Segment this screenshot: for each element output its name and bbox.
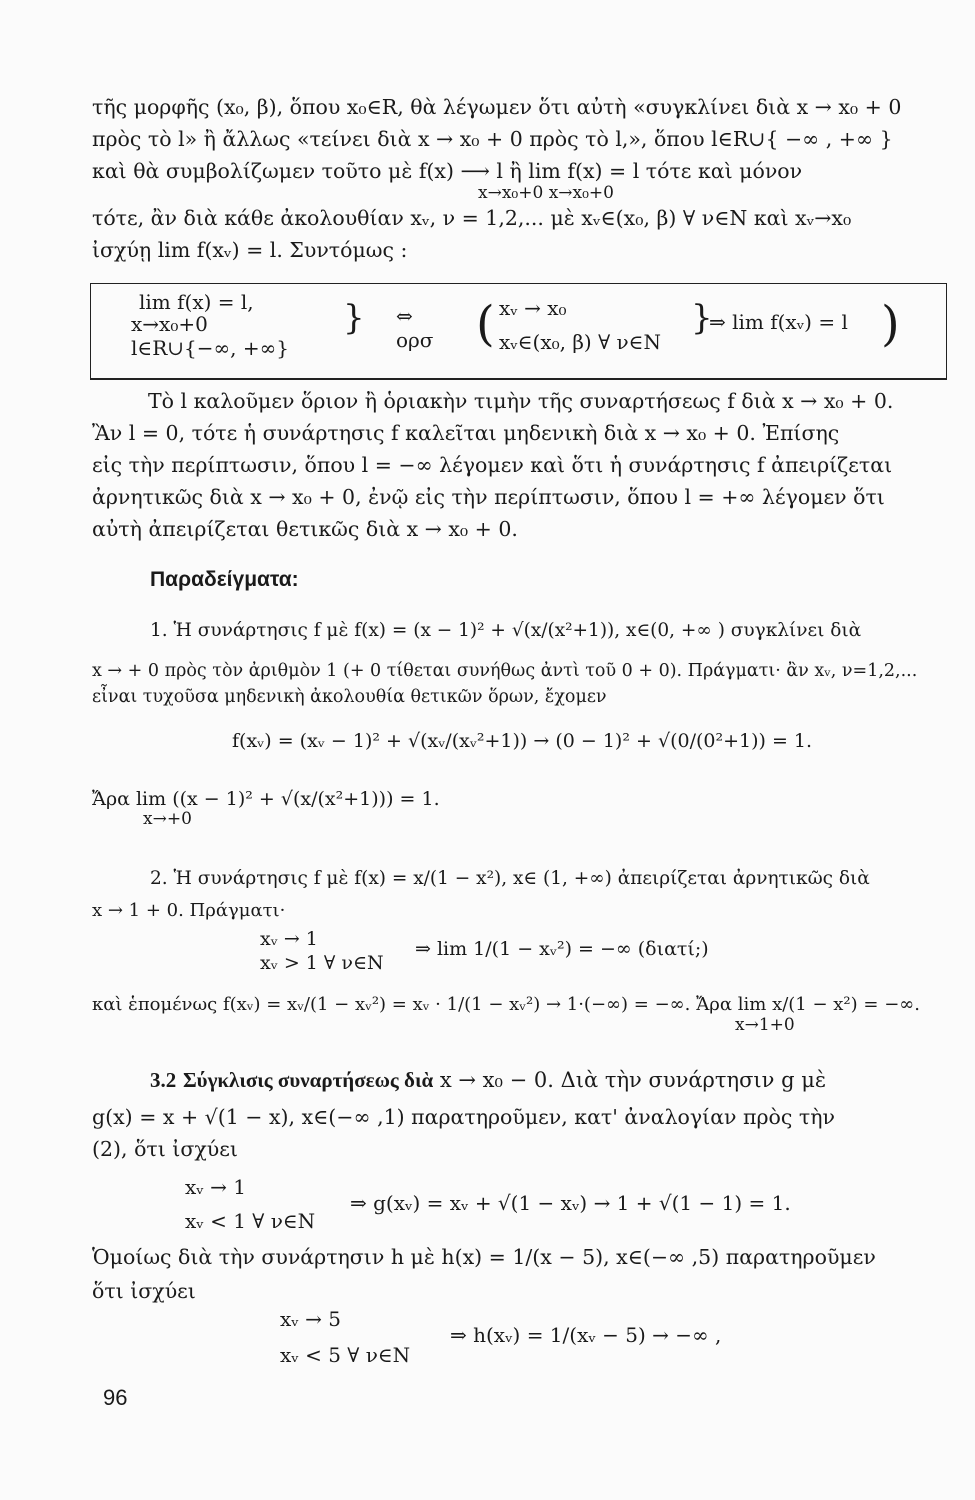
- g-result: ⇒ g(xᵥ) = xᵥ + √(1 − xᵥ) → 1 + √(1 − 1) = 1.: [350, 1191, 791, 1215]
- examples-heading: Παραδείγματα:: [150, 568, 299, 591]
- section-heading: [150, 1068, 826, 1093]
- box-or-sub: ορσ: [396, 328, 434, 352]
- definition-box: [90, 283, 947, 380]
- text-line: τῆς μορφῆς (x₀, β), ὅπου x₀∈R, θὰ λέγωμεν ὅτι αὐτὴ «συγκλίνει διὰ x → x₀ + 0: [92, 95, 902, 119]
- example1-conclusion: Ἄρα lim ((x − 1)² + √(x/(x²+1))) = 1.: [92, 788, 440, 810]
- example2-cond1: xᵥ → 1: [260, 928, 318, 950]
- text-line: καὶ θὰ συμβολίζωμεν τοῦτο μὲ f(x) ⟶ l ἢ lim f(x) = l τότε καὶ μόνον: [92, 159, 803, 183]
- box-domain: l∈R∪{−∞, +∞}: [131, 336, 290, 360]
- text-line: τότε, ἂν διὰ κάθε ἀκολουθίαν xᵥ, ν = 1,2,... μὲ xᵥ∈(x₀, β) ∀ ν∈N καὶ xᵥ→x₀: [92, 206, 852, 230]
- example1-line: εἶναι τυχοῦσα μηδενικὴ ἀκολουθία θετικῶν ὅρων, ἔχομεν: [92, 687, 607, 707]
- box-cond2: xᵥ∈(x₀, β) ∀ ν∈N: [499, 330, 661, 354]
- text-line: ἀρνητικῶς διὰ x → x₀ + 0, ἐνῷ εἰς τὴν περίπτωσιν, ὅπου l = +∞ λέγομεν ὅτι: [92, 485, 885, 509]
- text-line: g(x) = x + √(1 − x), x∈(−∞ ,1) παρατηροῦμεν, κατ' ἀναλογίαν πρὸς τὴν: [92, 1105, 835, 1129]
- example1-conclusion-sub: x→+0: [143, 809, 192, 829]
- text-line: Ὁμοίως διὰ τὴν συνάρτησιν h μὲ h(x) = 1/(x − 5), x∈(−∞ ,5) παρατηροῦμεν: [92, 1245, 876, 1269]
- example2-line: 2. Ἡ συνάρτησις f μὲ f(x) = x/(1 − x²), x∈ (1, +∞) ἀπειρίζεται ἀρνητικῶς διὰ: [150, 868, 870, 889]
- example2-final: καὶ ἑπομένως f(xᵥ) = xᵥ/(1 − xᵥ²) = xᵥ · 1/(1 − xᵥ²) → 1·(−∞) = −∞. Ἄρα lim x/(1 − x²) = −∞.: [92, 994, 920, 1015]
- text-line: ἰσχύῃ lim f(xᵥ) = l. Συντόμως :: [92, 238, 408, 262]
- box-cond1: xᵥ → x₀: [499, 296, 567, 320]
- left-brace: }: [343, 298, 365, 338]
- text-line: πρὸς τὸ l» ἢ ἄλλως «τείνει διὰ x → x₀ + 0 πρὸς τὸ l,», ὅπου l∈R∪{ −∞ , +∞ }: [92, 127, 893, 151]
- section-heading-rest: x → x₀ − 0. Διὰ τὴν συνάρτησιν g μὲ: [439, 1068, 827, 1092]
- text-line: ὅτι ἰσχύει: [92, 1279, 196, 1303]
- g-cond1: xᵥ → 1: [185, 1175, 246, 1199]
- example2-line: x → 1 + 0. Πράγματι·: [92, 900, 286, 921]
- text-line: αὐτὴ ἀπειρίζεται θετικῶς διὰ x → x₀ + 0.: [92, 517, 518, 541]
- example1-equation: f(xᵥ) = (xᵥ − 1)² + √(xᵥ/(xᵥ²+1)) → (0 − 1)² + √(0/(0²+1)) = 1.: [232, 730, 813, 752]
- example1-line: 1. Ἡ συνάρτησις f μὲ f(x) = (x − 1)² + √(x/(x²+1)), x∈(0, +∞ ) συγκλίνει διὰ: [150, 620, 862, 641]
- text-line: Ἂν l = 0, τότε ἡ συνάρτησις f καλεῖται μηδενικὴ διὰ x → x₀ + 0. Ἐπίσης: [92, 421, 840, 445]
- close-paren: ): [881, 296, 900, 352]
- h-result: ⇒ h(xᵥ) = 1/(xᵥ − 5) → −∞ ,: [450, 1323, 722, 1347]
- cond-brace: }: [691, 298, 713, 338]
- example2-final-sub: x→1+0: [735, 1015, 795, 1035]
- text-line: εἰς τὴν περίπτωσιν, ὅπου l = −∞ λέγομεν καὶ ὅτι ἡ συνάρτησις f ἀπειρίζεται: [92, 453, 893, 477]
- h-cond2: xᵥ < 5 ∀ ν∈N: [280, 1343, 411, 1367]
- text-line: Τὸ l καλοῦμεν ὅριον ἢ ὁριακὴν τιμὴν τῆς συναρτήσεως f διὰ x → x₀ + 0.: [148, 389, 894, 413]
- section-title: Σύγκλισις συναρτήσεως διὰ: [182, 1068, 434, 1092]
- g-cond2: xᵥ < 1 ∀ ν∈N: [185, 1209, 316, 1233]
- page-number: 96: [103, 1385, 128, 1410]
- text-line: (2), ὅτι ἰσχύει: [92, 1137, 238, 1161]
- example2-cond2: xᵥ > 1 ∀ ν∈N: [260, 952, 384, 974]
- section-number: 3.2: [150, 1068, 177, 1092]
- box-limit-sub: x→x₀+0: [131, 312, 208, 336]
- limit-subscript: x→x₀+0 x→x₀+0: [478, 183, 614, 203]
- box-result: ⇒ lim f(xᵥ) = l: [709, 310, 848, 334]
- h-cond1: xᵥ → 5: [280, 1307, 341, 1331]
- example1-line: x → + 0 πρὸς τὸν ἀριθμὸν 1 (+ 0 τίθεται συνήθως ἀντὶ τοῦ 0 + 0). Πράγματι· ἂν xᵥ, ν=1,2,...: [92, 661, 918, 681]
- equivalence-arrow: ⇔: [396, 304, 413, 328]
- open-paren: (: [476, 296, 495, 352]
- example2-cond-result: ⇒ lim 1/(1 − xᵥ²) = −∞ (διατί;): [415, 938, 709, 960]
- box-limit: lim f(x) = l,: [139, 290, 254, 314]
